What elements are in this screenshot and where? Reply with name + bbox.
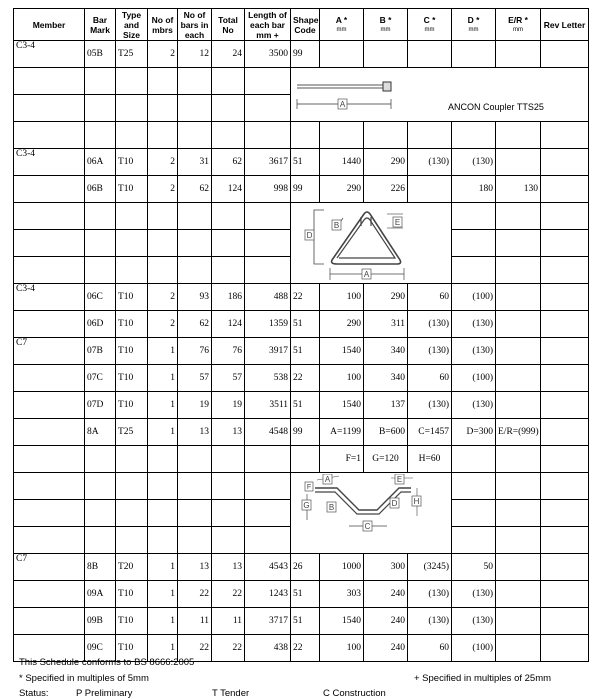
member-cell: C3-4 — [14, 41, 85, 68]
dim-a-cell: 100 — [320, 365, 364, 392]
dim-c-cell: (3245) — [408, 554, 452, 581]
dim-a-cell: A=1199 — [320, 419, 364, 446]
bars-cell: 22 — [178, 581, 212, 608]
length-cell: 3500 — [245, 41, 291, 68]
dim-d-cell: (130) — [452, 311, 496, 338]
shape-code-cell: 99 — [291, 419, 320, 446]
dim-d-cell: (100) — [452, 635, 496, 662]
dim-c-cell: (130) — [408, 149, 452, 176]
bars-cell: 76 — [178, 338, 212, 365]
type-cell: T10 — [116, 635, 148, 662]
total-cell: 11 — [212, 608, 245, 635]
total-cell: 186 — [212, 284, 245, 311]
dim-c-cell: C=1457 — [408, 419, 452, 446]
mbrs-cell: 1 — [148, 608, 178, 635]
dim-b-cell: B=600 — [364, 419, 408, 446]
bars-cell: 93 — [178, 284, 212, 311]
bars-cell: 22 — [178, 635, 212, 662]
type-cell: T10 — [116, 284, 148, 311]
table-row — [14, 419, 589, 446]
table-row — [14, 581, 589, 608]
header-b — [364, 9, 408, 41]
dim-b-cell: 340 — [364, 365, 408, 392]
type-cell: T20 — [116, 554, 148, 581]
table-row — [14, 608, 589, 635]
status-preliminary: P Preliminary — [76, 688, 133, 699]
length-cell: 1359 — [245, 311, 291, 338]
dim-h-cell: H=60 — [408, 446, 452, 473]
shape-code-cell: 51 — [291, 581, 320, 608]
shape-code-cell: 22 — [291, 635, 320, 662]
header-a — [320, 9, 364, 41]
dim-h-label: H — [413, 497, 420, 506]
member-cell: C7 — [14, 554, 85, 581]
header-c-unit: mm — [424, 26, 435, 33]
header-a-unit: mm — [336, 26, 347, 33]
length-cell: 998 — [245, 176, 291, 203]
shape-code-cell: 22 — [291, 365, 320, 392]
header-er-label: E/R * — [508, 14, 528, 25]
shape-code-cell: 51 — [291, 608, 320, 635]
member-cell: C7 — [14, 338, 85, 365]
header-er-unit: mm — [513, 26, 523, 33]
dim-d-label: D — [306, 231, 313, 240]
shape-code-cell: 51 — [291, 392, 320, 419]
header-b-unit: mm — [380, 26, 391, 33]
dim-a-cell: 1540 — [320, 608, 364, 635]
coupler-bar-diagram — [293, 74, 393, 116]
dim-a-label: A — [339, 99, 346, 109]
total-cell: 76 — [212, 338, 245, 365]
mbrs-cell: 2 — [148, 311, 178, 338]
dim-c-cell: 60 — [408, 635, 452, 662]
member-cell: C3-4 — [14, 149, 85, 176]
table-row — [14, 338, 589, 365]
dim-b-label: B — [328, 503, 335, 512]
bar-mark-cell: 8A — [85, 419, 116, 446]
dim-a-cell: 100 — [320, 635, 364, 662]
dim-b-cell: 240 — [364, 608, 408, 635]
bars-cell: 62 — [178, 311, 212, 338]
total-cell: 124 — [212, 311, 245, 338]
dim-a-cell: 1440 — [320, 149, 364, 176]
dim-f-label: F — [306, 484, 312, 491]
header-d-label: D * — [467, 14, 480, 25]
length-cell: 538 — [245, 365, 291, 392]
type-cell: T10 — [116, 365, 148, 392]
dim-b-cell: 290 — [364, 149, 408, 176]
dim-er-cell: 130 — [496, 176, 541, 203]
dim-d-cell: 50 — [452, 554, 496, 581]
bars-cell: 19 — [178, 392, 212, 419]
total-cell: 124 — [212, 176, 245, 203]
header-type-size: Type and Size — [116, 9, 148, 41]
triangle-shape-diagram — [297, 204, 425, 282]
bar-mark-cell: 8B — [85, 554, 116, 581]
type-cell: T10 — [116, 176, 148, 203]
bars-cell: 57 — [178, 365, 212, 392]
header-c-label: C * — [423, 14, 436, 25]
dim-d-cell: 180 — [452, 176, 496, 203]
dim-d-cell: (130) — [452, 392, 496, 419]
total-cell: 13 — [212, 554, 245, 581]
table-row — [14, 41, 589, 68]
bars-cell: 62 — [178, 176, 212, 203]
dim-d-cell: (130) — [452, 338, 496, 365]
dim-a-cell: 303 — [320, 581, 364, 608]
table-row — [14, 365, 589, 392]
status-label: Status: — [19, 688, 49, 699]
dim-c-cell: (130) — [408, 311, 452, 338]
bar-mark-cell: 06B — [85, 176, 116, 203]
length-cell: 4543 — [245, 554, 291, 581]
bar-mark-cell: 07B — [85, 338, 116, 365]
mbrs-cell: 1 — [148, 635, 178, 662]
type-cell: T10 — [116, 581, 148, 608]
header-no-bars: No of bars in each — [178, 9, 212, 41]
shape-code-cell: 51 — [291, 149, 320, 176]
header-shape-code: Shape Code — [291, 9, 320, 41]
total-cell: 24 — [212, 41, 245, 68]
dim-d-label: D — [391, 499, 398, 508]
length-cell: 3917 — [245, 338, 291, 365]
header-no-mbrs: No of mbrs — [148, 9, 178, 41]
crank-diagram-cell — [291, 473, 452, 554]
type-cell: T25 — [116, 41, 148, 68]
dim-a-label: A — [324, 475, 331, 484]
multiples-5-note: * Specified in multiples of 5mm — [19, 673, 149, 684]
dim-d-cell: (100) — [452, 365, 496, 392]
shape-code-cell: 51 — [291, 338, 320, 365]
bars-cell: 11 — [178, 608, 212, 635]
dim-er-cell: E/R=(999) — [496, 419, 541, 446]
dim-c-cell: (130) — [408, 392, 452, 419]
dim-g-cell: G=120 — [364, 446, 408, 473]
shape-code-cell: 99 — [291, 41, 320, 68]
triangle-diagram-cell — [291, 203, 452, 284]
table-row — [14, 149, 589, 176]
total-cell: 62 — [212, 149, 245, 176]
dim-d-cell: (100) — [452, 284, 496, 311]
total-cell: 13 — [212, 419, 245, 446]
header-total: Total No — [212, 9, 245, 41]
type-cell: T10 — [116, 338, 148, 365]
table-row — [14, 122, 589, 149]
type-cell: T10 — [116, 608, 148, 635]
shape-code-cell: 99 — [291, 176, 320, 203]
crank-shape-diagram — [297, 474, 429, 552]
total-cell: 22 — [212, 581, 245, 608]
header-member: Member — [14, 9, 85, 41]
type-cell: T10 — [116, 311, 148, 338]
dim-b-cell: 137 — [364, 392, 408, 419]
dim-b-cell: 226 — [364, 176, 408, 203]
length-cell: 4548 — [245, 419, 291, 446]
dim-e-label: E — [396, 475, 403, 484]
type-cell: T25 — [116, 419, 148, 446]
dim-b-cell: 240 — [364, 581, 408, 608]
length-cell: 1243 — [245, 581, 291, 608]
header-d — [452, 9, 496, 41]
status-construction: C Construction — [323, 688, 386, 699]
dim-a-cell: 100 — [320, 284, 364, 311]
bar-mark-cell: 09C — [85, 635, 116, 662]
bar-mark-cell: 07C — [85, 365, 116, 392]
bar-mark-cell: 05B — [85, 41, 116, 68]
header-c — [408, 9, 452, 41]
header-bar-mark: Bar Mark — [85, 9, 116, 41]
table-row — [14, 284, 589, 311]
dim-f-cell: F=1 — [320, 446, 364, 473]
dim-a-cell: 290 — [320, 176, 364, 203]
header-er — [496, 9, 541, 41]
dim-c-cell: (130) — [408, 581, 452, 608]
mbrs-cell: 1 — [148, 419, 178, 446]
dim-a-cell: 1000 — [320, 554, 364, 581]
header-length: Length of each bar mm + — [245, 9, 291, 41]
table-row — [14, 68, 589, 95]
table-row — [14, 446, 589, 473]
member-cell: C3-4 — [14, 284, 85, 311]
mbrs-cell: 1 — [148, 554, 178, 581]
conformity-note: This Schedule conforms to BS 8666:2005 — [19, 657, 195, 668]
coupler-diagram-cell — [291, 68, 589, 122]
length-cell: 438 — [245, 635, 291, 662]
dim-b-cell: 340 — [364, 338, 408, 365]
dim-c-cell: 60 — [408, 284, 452, 311]
multiples-25-note: + Specified in multiples of 25mm — [414, 673, 552, 684]
mbrs-cell: 1 — [148, 392, 178, 419]
length-cell: 3511 — [245, 392, 291, 419]
length-cell: 3617 — [245, 149, 291, 176]
header-a-label: A * — [335, 14, 348, 25]
dim-a-cell: 1540 — [320, 338, 364, 365]
mbrs-cell: 2 — [148, 41, 178, 68]
bar-mark-cell: 09A — [85, 581, 116, 608]
header-d-unit: mm — [468, 26, 479, 33]
bars-cell: 13 — [178, 419, 212, 446]
table-row — [14, 203, 589, 230]
shape-code-cell: 26 — [291, 554, 320, 581]
type-cell: T10 — [116, 149, 148, 176]
header-b-label: B * — [379, 14, 392, 25]
mbrs-cell: 1 — [148, 338, 178, 365]
dim-b-cell: 300 — [364, 554, 408, 581]
mbrs-cell: 1 — [148, 365, 178, 392]
shape-code-cell: 22 — [291, 284, 320, 311]
dim-b-label: B — [333, 221, 340, 230]
header-rev: Rev Letter — [541, 9, 589, 41]
header-row — [14, 9, 589, 41]
table-row — [14, 311, 589, 338]
bars-cell: 13 — [178, 554, 212, 581]
dim-b-cell: 240 — [364, 635, 408, 662]
dim-e-label: E — [394, 218, 401, 227]
shape-code-cell: 51 — [291, 311, 320, 338]
total-cell: 19 — [212, 392, 245, 419]
dim-d-cell: (130) — [452, 581, 496, 608]
dim-b-cell: 290 — [364, 284, 408, 311]
bar-mark-cell: 06D — [85, 311, 116, 338]
total-cell: 22 — [212, 635, 245, 662]
total-cell: 57 — [212, 365, 245, 392]
bar-mark-cell: 06C — [85, 284, 116, 311]
bar-mark-cell: 09B — [85, 608, 116, 635]
dim-d-cell: (130) — [452, 149, 496, 176]
dim-b-cell: 311 — [364, 311, 408, 338]
dim-c-cell: (130) — [408, 608, 452, 635]
dim-a-cell: 1540 — [320, 392, 364, 419]
mbrs-cell: 2 — [148, 176, 178, 203]
status-tender: T Tender — [212, 688, 250, 699]
coupler-label: ANCON Coupler TTS25 — [448, 102, 544, 112]
bars-cell: 31 — [178, 149, 212, 176]
length-cell: 3717 — [245, 608, 291, 635]
type-cell: T10 — [116, 392, 148, 419]
coupler-icon — [383, 82, 391, 91]
table-row — [14, 554, 589, 581]
table-row — [14, 473, 589, 500]
bar-mark-cell: 06A — [85, 149, 116, 176]
bar-mark-cell: 07D — [85, 392, 116, 419]
dim-c-label: C — [364, 522, 371, 531]
dim-g-label: G — [303, 501, 310, 510]
table-row — [14, 176, 589, 203]
dim-a-cell: 290 — [320, 311, 364, 338]
length-cell: 488 — [245, 284, 291, 311]
bars-cell: 12 — [178, 41, 212, 68]
dim-c-cell: 60 — [408, 365, 452, 392]
mbrs-cell: 2 — [148, 284, 178, 311]
dim-a-label: A — [363, 270, 370, 279]
table-row — [14, 392, 589, 419]
dim-d-cell: D=300 — [452, 419, 496, 446]
dim-c-cell: (130) — [408, 338, 452, 365]
mbrs-cell: 2 — [148, 149, 178, 176]
dim-d-cell: (130) — [452, 608, 496, 635]
mbrs-cell: 1 — [148, 581, 178, 608]
